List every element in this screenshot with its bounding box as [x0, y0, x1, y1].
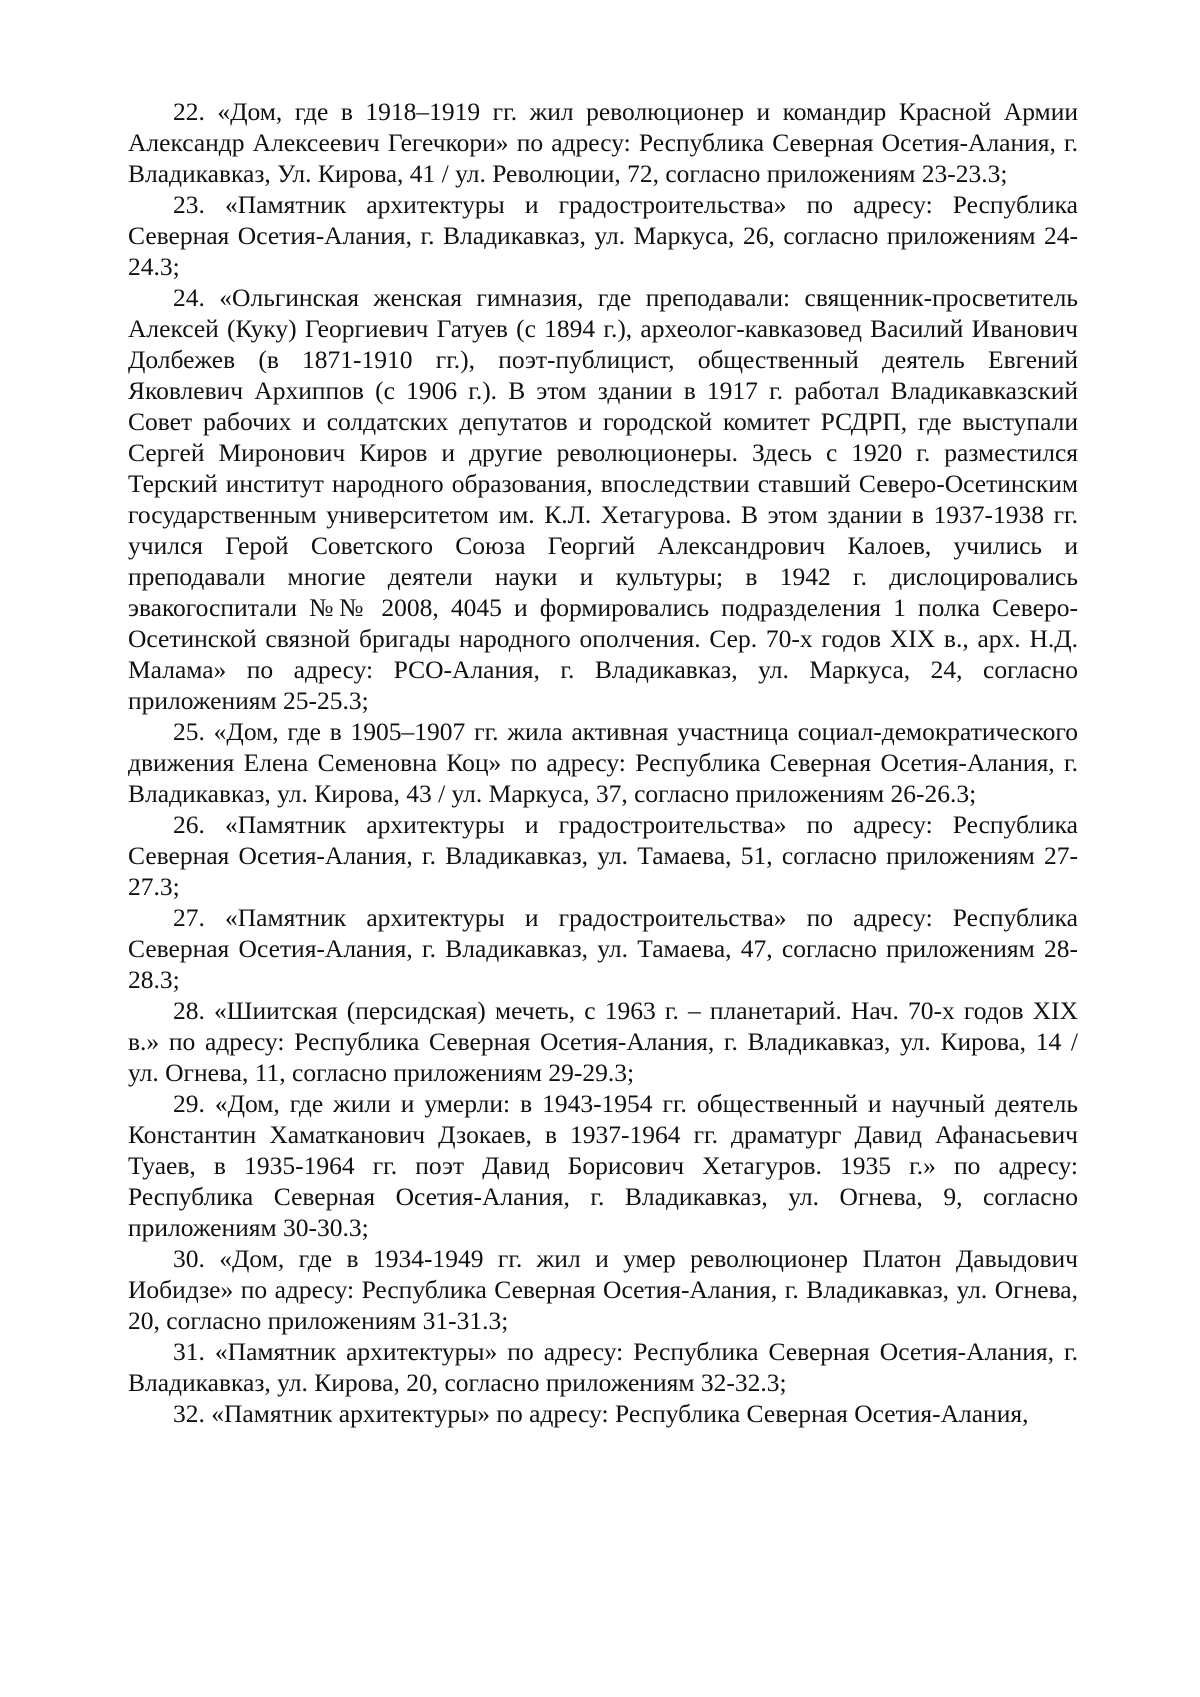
paragraph-item-29: 29. «Дом, где жили и умерли: в 1943-1954 гг. общественный и научный деятель Константин Хаматканович Дзокаев, в 1937-1964 гг. драматург Давид Афанасьевич Туаев, в 1935-1964 гг. поэт Давид Борисович Хетагуров. 1935 г.» по адресу: Республика Северная Осетия-Алания, г. Владикавказ, ул. Огнева, 9, согласно приложениям 30-30.3; — [128, 1089, 1078, 1242]
paragraph-item-23: 23. «Памятник архитектуры и градостроительства» по адресу: Республика Северная Осетия-Алания, г. Владикавказ, ул. Маркуса, 26, согласно приложениям 24-24.3; — [128, 190, 1078, 281]
paragraph-item-26: 26. «Памятник архитектуры и градостроительства» по адресу: Республика Северная Осетия-Алания, г. Владикавказ, ул. Тамаева, 51, согласно приложениям 27-27.3; — [128, 810, 1078, 901]
paragraph-item-24: 24. «Ольгинская женская гимназия, где преподавали: священник-просветитель Алексей (Куку) Георгиевич Гатуев (с 1894 г.), археолог-кавказовед Василий Иванович Долбежев (в 1871-1910 гг.), поэт-публицист, общественный деятель Евгений Яковлевич Архиппов (с 1906 г.). В этом здании в 1917 г. работал Владикавказский Совет рабочих и солдатских депутатов и городской комитет РСДРП, где выступали Сергей Миронович Киров и другие революционеры. Здесь с 1920 г. разместился Терский институт народного образования, впоследствии ставший Северо-Осетинским государственным университетом им. К.Л. Хетагурова. В этом здании в 1937-1938 гг. учился Герой Советского Союза Георгий Александрович Калоев, учились и преподавали многие деятели науки и культуры; в 1942 г. дислоцировались эвакогоспитали №№ 2008, 4045 и формировались подразделения 1 полка Северо-Осетинской связной бригады народного ополчения. Сер. 70-х годов XIX в., арх. Н.Д. Малама» по адресу: РСО-Алания, г. Владикавказ, ул. Маркуса, 24, согласно приложениям 25-25.3; — [128, 283, 1078, 715]
paragraph-item-27: 27. «Памятник архитектуры и градостроительства» по адресу: Республика Северная Осетия-Алания, г. Владикавказ, ул. Тамаева, 47, согласно приложениям 28-28.3; — [128, 903, 1078, 994]
document-page — [128, 96, 1078, 1429]
paragraph-item-30: 30. «Дом, где в 1934-1949 гг. жил и умер революционер Платон Давыдович Иобидзе» по адресу: Республика Северная Осетия-Алания, г. Владикавказ, ул. Огнева, 20, согласно приложениям 31-31.3; — [128, 1244, 1078, 1335]
paragraph-item-32: 32. «Памятник архитектуры» по адресу: Республика Северная Осетия-Алания, — [173, 1399, 1029, 1428]
paragraph-item-22: 22. «Дом, где в 1918–1919 гг. жил революционер и командир Красной Армии Александр Алексеевич Гегечкори» по адресу: Республика Северная Осетия-Алания, г. Владикавказ, Ул. Кирова, 41 / ул. Революции, 72, согласно приложениям 23-23.3; — [128, 97, 1078, 188]
paragraph-item-25: 25. «Дом, где в 1905–1907 гг. жила активная участница социал-демократического движения Елена Семеновна Коц» по адресу: Республика Северная Осетия-Алания, г. Владикавказ, ул. Кирова, 43 / ул. Маркуса, 37, согласно приложениям 26-26.3; — [128, 717, 1078, 808]
paragraph-item-31: 31. «Памятник архитектуры» по адресу: Республика Северная Осетия-Алания, г. Владикавказ, ул. Кирова, 20, согласно приложениям 32-32.3; — [128, 1337, 1078, 1397]
paragraph-item-28: 28. «Шиитская (персидская) мечеть, с 1963 г. – планетарий. Нач. 70-х годов XIX в.» по адресу: Республика Северная Осетия-Алания, г. Владикавказ, ул. Кирова, 14 / ул. Огнева, 11, согласно приложениям 29-29.3; — [128, 996, 1078, 1087]
